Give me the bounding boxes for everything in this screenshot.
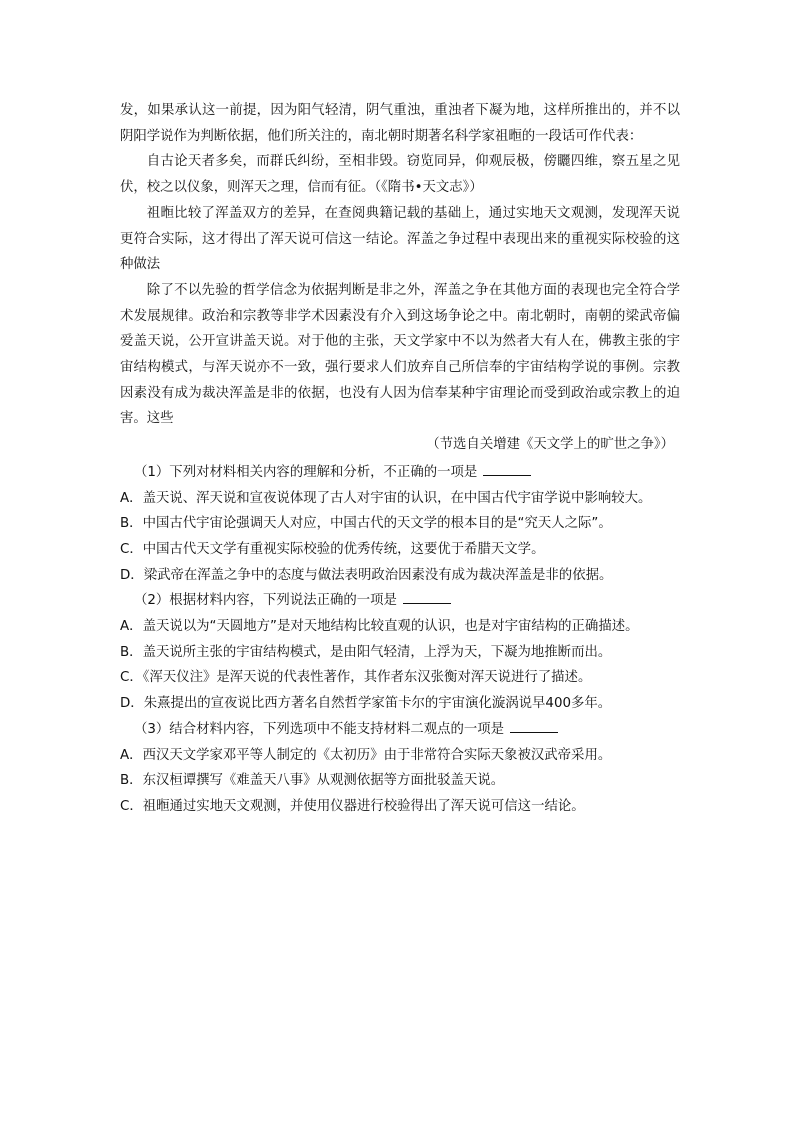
option-text: 朱熹提出的宣夜说比西方著名自然哲学家笛卡尔的宇宙演化漩涡说早400多年。 [143,696,612,712]
option-text: 梁武帝在浑盖之争中的态度与做法表明政治因素没有成为裁决浑盖是非的依据。 [143,567,613,583]
option-letter: C． [120,798,143,814]
option-text: 西汉天文学家邓平等人制定的《太初历》由于非常符合实际天象被汉武帝采用。 [142,747,612,763]
option-letter: A． [120,619,143,635]
option-text: 盖天说所主张的宇宙结构模式，是由阳气轻清，上浮为天，下凝为地推断而出。 [142,644,612,660]
option-text: 祖暅通过实地天文观测，并使用仪器进行校验得出了浑天说可信这一结论。 [142,798,585,814]
option-a [120,743,680,769]
option-letter: A． [120,490,143,506]
question-stem-text: （2）根据材料内容，下列说法正确的一项是 [134,593,397,609]
option-d [120,563,680,589]
option-letter: B． [120,644,143,660]
document-body [120,98,680,820]
option-letter: C． [120,670,143,686]
question-stem [120,588,680,614]
option-letter: A． [120,747,143,763]
option-a [120,486,680,512]
question-stem [120,717,680,743]
option-letter: B． [120,773,143,789]
passage-quote: 自古论天者多矣，而群氏纠纷，至相非毁。窃览同异，仰观辰极，傍矖四维，察五星之见伏，校之以仪象，则浑天之理，信而有征。（《隋书•天文志》） [120,154,680,196]
option-a [120,614,680,640]
question-stem [120,460,680,486]
option-text: 《浑天仪注》是浑天说的代表性著作，其作者东汉张衡对浑天说进行了描述。 [142,670,592,686]
option-text: 中国古代天文学有重视实际校验的优秀传统，这要优于希腊天文学。 [142,541,545,557]
option-text: 东汉桓谭撰写《难盖天八事》从观测依据等方面批驳盖天说。 [142,773,505,789]
option-b [120,768,680,794]
option-c [120,665,680,691]
option-letter: D． [120,567,144,583]
passage-source: （节选自关增建《天文学上的旷世之争》） [426,437,674,453]
answer-blank [510,720,558,733]
passage-paragraph-1: 发，如果承认这一前提，因为阳气轻清，阴气重浊，重浊者下凝为地，这样所推出的，并不以阴阳学说作为判断依据，他们所关注的，南北朝时期著名科学家祖暅的一段话可作代表： [120,103,680,144]
option-text: 中国古代宇宙论强调天人对应，中国古代的天文学的根本目的是“究天人之际”。 [142,516,612,532]
question-stem-text: （1）下列对材料相关内容的理解和分析，不正确的一项是 [134,464,478,480]
answer-blank [483,463,531,476]
option-b [120,640,680,666]
option-c [120,794,680,820]
question-2 [120,588,680,717]
answer-blank [403,591,451,604]
passage-paragraph-2: 祖暅比较了浑盖双方的差异，在查阅典籍记载的基础上，通过实地天文观测，发现浑天说更符合实际，这才得出了浑天说可信这一结论。浑盖之争过程中表现出来的重视实际校验的这种做法 [120,205,680,273]
question-stem-text: （3）结合材料内容，下列选项中不能支持材料二观点的一项是 [134,721,505,737]
question-3 [120,717,680,820]
option-letter: D． [120,696,144,712]
option-text: 盖天说以为“天圆地方”是对天地结构比较直观的认识，也是对宇宙结构的正确描述。 [142,619,639,635]
option-b [120,511,680,537]
option-letter: C． [120,541,143,557]
option-letter: B． [120,516,143,532]
question-1 [120,460,680,589]
option-d [120,691,680,717]
option-text: 盖天说、浑天说和宣夜说体现了古人对宇宙的认识，在中国古代宇宙学说中影响较大。 [142,490,652,506]
option-c [120,537,680,563]
passage-paragraph-3: 除了不以先验的哲学信念为依据判断是非之外，浑盖之争在其他方面的表现也完全符合学术发展规律。政治和宗教等非学术因素没有介入到这场争论之中。南北朝时，南朝的梁武帝偏爱盖天说，公开宣讲盖天说。对于他的主张，天文学家中不以为然者大有人在，佛教主张的宇宙结构模式，与浑天说亦不一致，强行要求人们放弃自己所信奉的宇宙结构学说的事例。宗教因素没有成为裁决浑盖是非的依据，也没有人因为信奉某种宇宙理论而受到政治或宗教上的迫害。这些 [120,282,680,427]
